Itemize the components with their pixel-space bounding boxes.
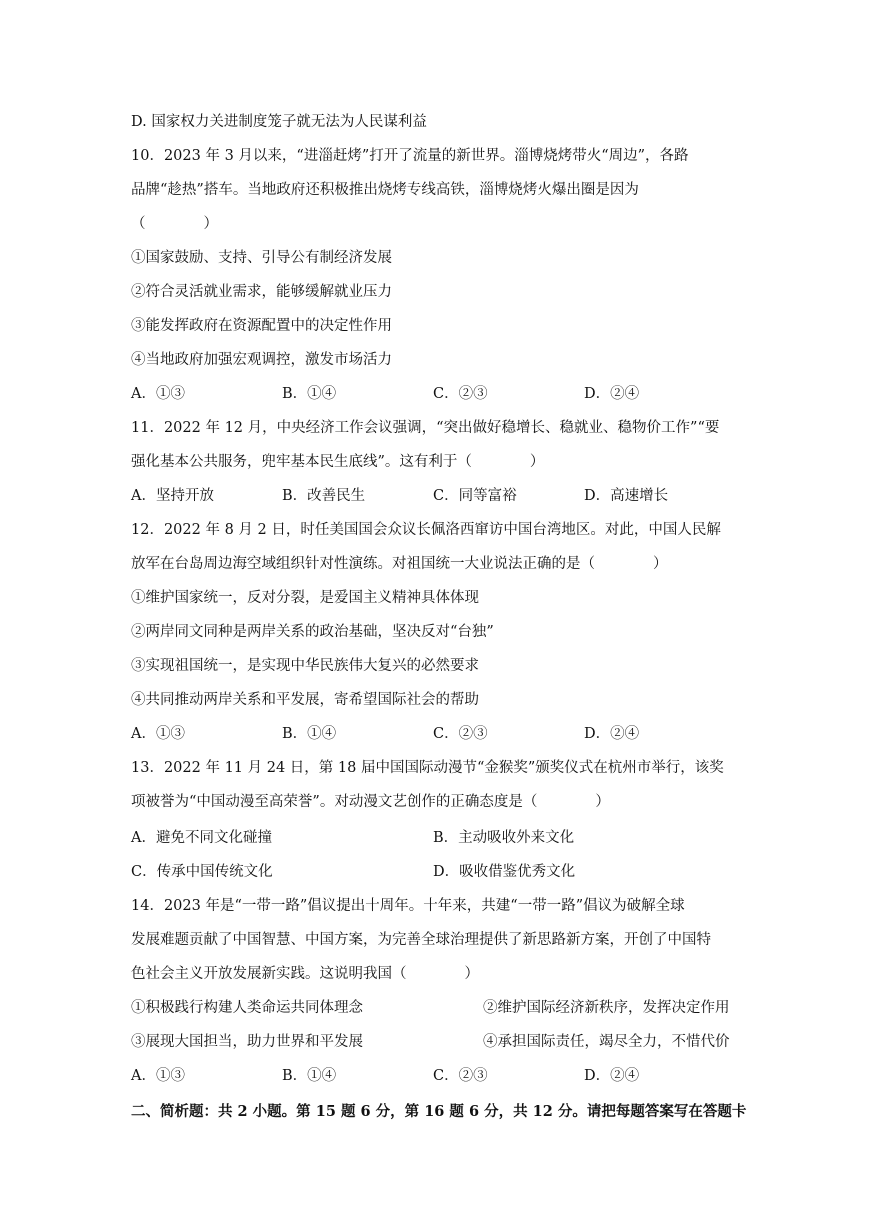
q14-options [131,1066,751,1086]
q10-option-c: C．②③ [433,386,488,402]
q11-options [131,486,751,506]
q11-option-a: A．坚持开放 [131,488,214,504]
q10-statement-1: ①国家鼓励、支持、引导公有制经济发展 [131,250,392,266]
q11-stem-line-1: 11．2022 年 12 月，中央经济工作会议强调，“突出做好稳增长、稳就业、稳物价工作”“要 [131,420,720,436]
q13-option-c: C．传承中国传统文化 [131,864,273,880]
q14-option-a: A．①③ [131,1068,185,1084]
q10-stem-line-2: 品牌“趁热”搭车。当地政府还积极推出烧烤专线高铁，淄博烧烤火爆出圈是因为 [131,182,639,198]
q12-options [131,724,751,744]
q13-option-b: B．主动吸收外来文化 [433,830,575,846]
q12-stem-line-2: 放军在台岛周边海空域组织针对性演练。对祖国统一大业说法正确的是（ ） [131,556,668,572]
q12-statement-3: ③实现祖国统一，是实现中华民族伟大复兴的必然要求 [131,658,479,674]
q12-option-b: B．①④ [282,726,337,742]
q10-statement-2: ②符合灵活就业需求，能够缓解就业压力 [131,284,392,300]
q11-option-b: B．改善民生 [282,488,366,504]
q10-statement-4: ④当地政府加强宏观调控，激发市场活力 [131,352,392,368]
q12-statement-4: ④共同推动两岸关系和平发展，寄希望国际社会的帮助 [131,692,479,708]
q13-option-d: D．吸收借鉴优秀文化 [433,864,576,880]
q14-statements-row-1 [131,998,751,1018]
q13-stem-line-1: 13．2022 年 11 月 24 日，第 18 届中国国际动漫节“金猴奖”颁奖仪式在杭州市举行，该奖 [131,760,724,776]
q14-statement-2: ②维护国际经济新秩序，发挥决定作用 [483,1000,730,1016]
section-2-heading: 二、简析题：共 2 小题。第 15 题 6 分，第 16 题 6 分，共 12 分。请把每题答案写在答题卡 [131,1103,747,1120]
q12-option-a: A．①③ [131,726,185,742]
q14-option-c: C．②③ [433,1068,488,1084]
q14-stem-line-2: 发展难题贡献了中国智慧、中国方案，为完善全球治理提供了新思路新方案，开创了中国特 [131,932,711,948]
q13-option-a: A．避免不同文化碰撞 [131,830,272,846]
q10-stem-line-1: 10．2023 年 3 月以来，“进淄赶烤”打开了流量的新世界。淄博烧烤带火“周边”，各路 [131,148,689,164]
q10-answer-blank: （ ） [131,216,218,232]
q13-stem-line-2: 项被誉为“中国动漫至高荣誉”。对动漫文艺创作的正确态度是（ ） [131,794,610,810]
q14-stem-line-1: 14．2023 年是“一带一路”倡议提出十周年。十年来，共建“一带一路”倡议为破解全球 [131,898,685,914]
q11-option-d: D．高速增长 [584,488,669,504]
q14-option-d: D．②④ [584,1068,640,1084]
q10-options [131,384,751,404]
q10-statement-3: ③能发挥政府在资源配置中的决定性作用 [131,318,392,334]
q14-statements-row-2 [131,1032,751,1052]
q12-statement-2: ②两岸同文同种是两岸关系的政治基础，坚决反对“台独” [131,624,494,640]
q14-option-b: B．①④ [282,1068,337,1084]
q11-stem-line-2: 强化基本公共服务，兜牢基本民生底线”。这有利于（ ） [131,454,545,470]
q13-options-row-2 [131,862,751,882]
q12-option-c: C．②③ [433,726,488,742]
q12-stem-line-1: 12．2022 年 8 月 2 日，时任美国国会众议长佩洛西窜访中国台湾地区。对此，中国人民解 [131,522,721,538]
q11-option-c: C．同等富裕 [433,488,517,504]
q14-statement-3: ③展现大国担当，助力世界和平发展 [131,1034,363,1050]
q12-option-d: D．②④ [584,726,640,742]
q10-option-d: D．②④ [584,386,640,402]
q14-statement-1: ①积极践行构建人类命运共同体理念 [131,1000,363,1016]
q10-option-b: B．①④ [282,386,337,402]
q13-options-row-1 [131,828,751,848]
q14-statement-4: ④承担国际责任，竭尽全力，不惜代价 [483,1034,730,1050]
q10-option-a: A．①③ [131,386,185,402]
q9-option-d: D. 国家权力关进制度笼子就无法为人民谋利益 [131,114,427,130]
q14-stem-line-3: 色社会主义开放发展新实践。这说明我国（ ） [131,966,479,982]
q12-statement-1: ①维护国家统一，反对分裂，是爱国主义精神具体体现 [131,590,479,606]
